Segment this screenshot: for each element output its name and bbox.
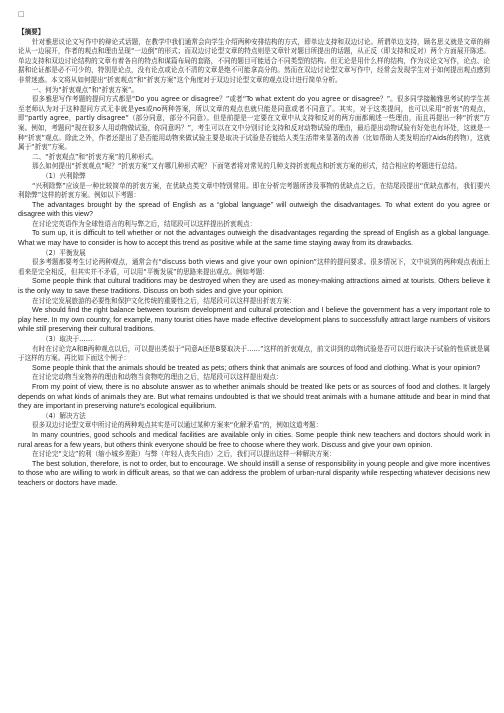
document-paragraph: 针对雅思议论文写作中的辩论式话题，在教学中我们通常会向学生介绍两种安排结构的方式，即单边支持和双边讨论。所谓单边支持，顾名思义就是文章的辩论从一边展开，作者的观点和理由呈现“一边倒”的形式；而双边讨论型文章的特点则是文章针对题目所提出的话题，从正反（即支持和反对）两个方面展开陈述。单边支持和双边讨论结构的文章有着各自的特点和谋篇布局的套路，不同的题目可能适合不同类型的结构。但无论是用什么样的结构，作为议论文写作，论点、论据和论证都是必不可少的，特别是论点，没有论点或论点不清的文章是绝不可能拿高分的。然而在双边讨论型文章写作中，经常会发现学生对于如何提出观点感到非常迷惑。本文将从如何提出“折衷观点”和“折衷方案”这个角度对于双边讨论型文章的观点设计进行简单分析。 <box>18 37 490 84</box>
document-paragraph: 在讨论完“支边”的利（缩小城乡差距）与弊（年轻人丧失自由）之后，我们可以提出这样一种解决方案： <box>32 450 336 459</box>
document-paragraph: 那么如何提出“折衷观点”呢？“折衷方案”又有哪几种形式呢？下面笔者将对常见的几种支持折衷观点和折衷方案的形式，结合相应的考题进行总结。 <box>32 162 462 171</box>
document-paragraph: 很多双边讨论型文章中所讨论的两种观点其实是可以通过某种方案来“化解矛盾”的，例如这道考题： <box>32 421 323 430</box>
document-paragraph: To sum up, it is difficult to tell whether or not the advantages outweigh the disadvantages regarding the spread of English as a global language. What we may have to consider is how to accept this trend as positive while at the same time staying away from its drawbacks. <box>18 229 490 248</box>
document-paragraph: The advantages brought by the spread of English as a “global language” will outweigh the disadvantages. To what extent do you agree or disagree with this view? <box>18 200 490 219</box>
document-paragraph: We should find the right balance between tourism development and cultural protection and I believe the government has a very important role to play here. In my own country, for example, many tourist cities have made effective development plans to successfully attract large numbers of visitors while still preserving their cultural traditions. <box>18 306 490 334</box>
document-paragraph: 很多雅思写作考题的提问方式都是“Do you agree or disagree？”或者“To what extent do you agree or disagree？”。很多同学接触雅思考试的学生甚至老师认为对于这种提问方式无非就是yes或no两种答案，所以文章的观点也就只能是同意或者不同意了。其实，对于这类提问，也可以采用“折衷”的观点，即“partly agree，partly disagree”（部分同意，部分不同意）。但是前提是一定要在文章中从支持和反对的两方面都阐述一些理由，而且再提出一种“折衷”方案。例如，考题问“现在很多人用动物做试验，你同意吗？”，考生可以在文中分别讨论支持和反对动物试验的理由，最后提出动物试验有好处也有坏处，这就是一种“折衷”观点。除此之外，作者还提出了是否能用动物来做试验主要是取决于试验是否能给人类生活带来显著的改善（比如帮助人类发明治疗Aids的药物），这就属于“折衷”方案。 <box>18 95 490 152</box>
document-paragraph: 在讨论完英语作为全球性语言的利与弊之后，结尾段可以这样提出折衷观点： <box>32 219 257 228</box>
document-paragraph: Some people think that the animals should be treated as pets; others think that animals are sources of food and clothing. What is your opinion? <box>32 363 481 372</box>
document-paragraph: （3）取决于…… <box>42 335 93 343</box>
document-body <box>18 28 490 489</box>
document-paragraph: 一、何为“折衷观点”和“折衷方案”。 <box>32 85 138 94</box>
document-paragraph: （1）兴利除弊 <box>42 171 86 180</box>
document-paragraph: （4）解决方法 <box>42 411 86 420</box>
document-paragraph: 有时在讨论完A和B两种观点以后，可以提出类似于“同意A还是B要取决于……”这样的折衷观点，前文讲到的动物试验是否可以进行取决于试验的性质就是属于这样的方案。再比如下面这个例子： <box>18 344 490 363</box>
document-paragraph: 很多考题都要考生讨论两种观点，通常会有“discuss both views and give your own opinion”这样的提问要求。很多情况下，文中说到的两种观点表面上看来是完全相反，但其实并不矛盾，可以用“平衡发展”的思路来提出观点。例如考题： <box>18 258 490 276</box>
document-paragraph: In many countries, good schools and medical facilities are available only in cities. Some people think new teachers and doctors should work in rural areas for a few years, but others think everyone should be free to choose where they work. Discuss and give your own opinion. <box>18 430 490 449</box>
document-paragraph: （2）平衡发展 <box>42 248 86 257</box>
abstract-heading: 【摘要】 <box>18 28 45 36</box>
document-marker: □ <box>18 10 25 18</box>
document-paragraph: Some people think that cultural traditions may be destroyed when they are used as money-making attractions aimed at tourists. Others believe it is the only way to save these traditions. Discuss on both sides and give your opinion. <box>18 277 490 296</box>
document-paragraph: 在讨论完动物当宠物养的理由和动物当食物吃的理由之后，结尾段可以这样提出观点： <box>32 373 283 382</box>
document-paragraph: From my point of view, there is no absolute answer as to whether animals should be treated like pets or as sources of food and clothes. It largely depends on what kinds of animals they are. But what remains undoubted is that we should treat animals with a humane attitude and bear in mind that they are important in preserving nature’s ecological equilibrium. <box>18 382 490 411</box>
document-paragraph: 在讨论完发展旅游的必要性和保护文化传统的重要性之后，结尾段可以这样提出折衷方案： <box>32 296 296 305</box>
document-paragraph: 二、“折衷观点”和“折衷方案”的几种形式。 <box>32 152 158 161</box>
document-paragraph: The best solution, therefore, is not to order, but to encourage. We should instill a sense of responsibility in young people and give more incentives to those who are willing to work in difficult areas, so that we can address the problem of urban-rural disparity while respecting whatever decisions new teachers or doctors have made. <box>18 459 490 487</box>
document-paragraph: “兴利除弊”应该是一种比较简单的折衷方案，在优缺点类文章中特别常用。即在分析完考题所涉及事物的优缺点之后，在结尾段提出“优缺点都有，我们要兴利除弊”这样的折衷方案。例如以下考题： <box>18 181 490 200</box>
